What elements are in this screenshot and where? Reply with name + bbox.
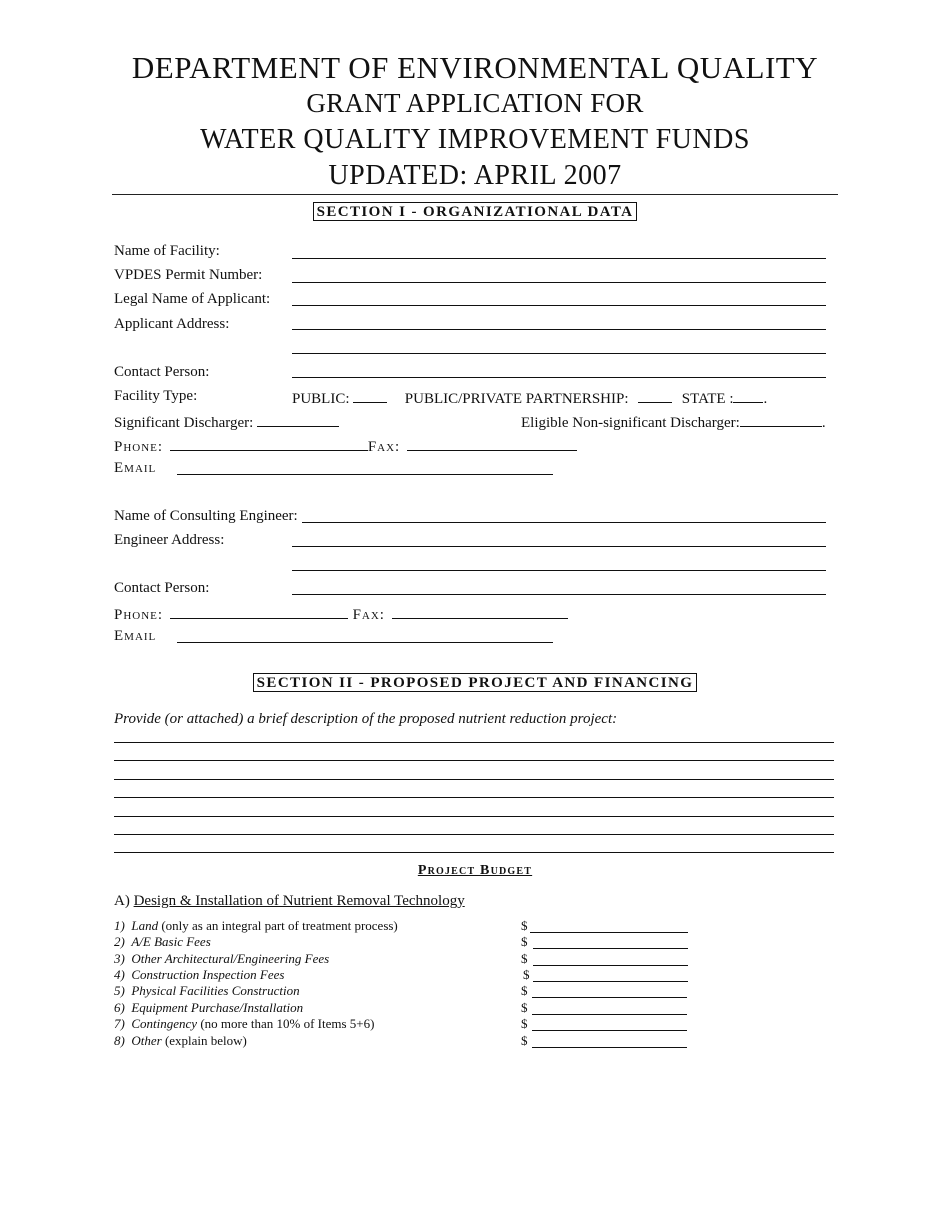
- vpdes-field[interactable]: [292, 282, 826, 283]
- section2-title: SECTION II - PROPOSED PROJECT AND FINANCING: [253, 673, 698, 692]
- budget-item-1: 1) Land (only as an integral part of treatment process): [114, 918, 398, 933]
- budget-item-6: 6) Equipment Purchase/Installation: [114, 1000, 304, 1015]
- facility-type-options: PUBLIC: PUBLIC/PRIVATE PARTNERSHIP: STATE : .: [292, 387, 767, 408]
- engineer-phone-label: Phone:: [114, 607, 164, 623]
- engineer-address-field-2[interactable]: [292, 570, 826, 571]
- budget-amount-8[interactable]: [532, 1047, 687, 1048]
- eligible-label: Eligible Non-significant Discharger:: [521, 415, 740, 431]
- phone-label: Phone:: [114, 439, 164, 455]
- header-line-4: UPDATED: APRIL 2007: [328, 160, 622, 191]
- header-rule: [112, 194, 838, 195]
- facility-type-label: Facility Type:: [114, 388, 198, 404]
- budget-title-wrap: [0, 861, 950, 879]
- budget-currency-5: $: [521, 983, 528, 998]
- significant-label: Significant Discharger:: [114, 415, 254, 431]
- description-line-2[interactable]: [114, 760, 834, 761]
- engineer-name-field[interactable]: [302, 522, 826, 523]
- budget-amount-7[interactable]: [532, 1030, 687, 1031]
- description-line-6[interactable]: [114, 834, 834, 835]
- legal-name-field[interactable]: [292, 305, 826, 306]
- partnership-label: PUBLIC/PRIVATE PARTNERSHIP:: [404, 391, 629, 407]
- budget-currency-8: $: [521, 1033, 528, 1048]
- phone-field[interactable]: [170, 435, 368, 451]
- budget-subsection-prefix: A): [114, 893, 130, 909]
- budget-item-4: 4) Construction Inspection Fees: [114, 967, 285, 982]
- engineer-email-field[interactable]: [177, 642, 553, 643]
- eligible-row: Eligible Non-significant Discharger: .: [521, 411, 826, 432]
- eligible-field[interactable]: [740, 411, 822, 427]
- budget-amount-2[interactable]: [533, 948, 688, 949]
- budget-title: Project Budget: [417, 863, 533, 878]
- budget-subsection-title: Design & Installation of Nutrient Removal Technology: [133, 893, 465, 909]
- description-prompt: Provide (or attached) a brief description of the proposed nutrient reduction project:: [114, 711, 618, 727]
- public-label: PUBLIC:: [292, 391, 350, 407]
- partnership-field[interactable]: [638, 387, 672, 403]
- engineer-name-label: Name of Consulting Engineer:: [114, 508, 298, 524]
- header-line-3: WATER QUALITY IMPROVEMENT FUNDS: [200, 124, 750, 155]
- budget-currency-2: $: [521, 934, 528, 949]
- section1-title: SECTION I - ORGANIZATIONAL DATA: [313, 202, 638, 221]
- significant-row: [114, 411, 339, 432]
- facility-name-field[interactable]: [292, 258, 826, 259]
- contact-person-label: Contact Person:: [114, 364, 210, 380]
- budget-currency-4: $: [523, 967, 530, 982]
- header-line-2: GRANT APPLICATION FOR: [306, 88, 644, 118]
- engineer-contact-field[interactable]: [292, 594, 826, 595]
- budget-amount-5[interactable]: [532, 997, 687, 998]
- vpdes-label: VPDES Permit Number:: [114, 267, 263, 283]
- engineer-email-label: Email: [114, 628, 157, 644]
- state-label: STATE :: [681, 391, 734, 407]
- budget-item-8: 8) Other (explain below): [114, 1033, 247, 1048]
- budget-currency-3: $: [521, 951, 528, 966]
- engineer-address-label: Engineer Address:: [114, 532, 225, 548]
- email-field[interactable]: [177, 474, 553, 475]
- description-line-4[interactable]: [114, 797, 834, 798]
- state-field[interactable]: [733, 387, 763, 403]
- fax-field[interactable]: [407, 435, 577, 451]
- budget-item-7: 7) Contingency (no more than 10% of Items 5+6): [114, 1016, 375, 1031]
- engineer-phone-field[interactable]: [170, 603, 348, 619]
- section2-title-wrap: [0, 674, 950, 693]
- engineer-fax-label: Fax:: [352, 607, 385, 623]
- phone-row: [114, 435, 577, 456]
- budget-subsection: [114, 892, 465, 910]
- description-line-5[interactable]: [114, 816, 834, 817]
- header-line-1: DEPARTMENT OF ENVIRONMENTAL QUALITY: [131, 50, 819, 85]
- budget-amount-3[interactable]: [533, 965, 688, 966]
- budget-item-3: 3) Other Architectural/Engineering Fees: [114, 951, 330, 966]
- facility-name-label: Name of Facility:: [114, 243, 220, 259]
- budget-amount-1[interactable]: [530, 932, 688, 933]
- engineer-address-field-1[interactable]: [292, 546, 826, 547]
- budget-item-5: 5) Physical Facilities Construction: [114, 983, 300, 998]
- description-line-7[interactable]: [114, 852, 834, 853]
- budget-amount-4[interactable]: [533, 981, 688, 982]
- budget-amount-6[interactable]: [532, 1014, 687, 1015]
- engineer-fax-field[interactable]: [392, 603, 568, 619]
- significant-field[interactable]: [257, 411, 339, 427]
- description-line-1[interactable]: [114, 742, 834, 743]
- description-line-3[interactable]: [114, 779, 834, 780]
- applicant-address-field-2[interactable]: [292, 353, 826, 354]
- email-label: Email: [114, 460, 157, 476]
- budget-currency-1: $: [521, 918, 528, 933]
- budget-currency-6: $: [521, 1000, 528, 1015]
- engineer-phone-row: [114, 603, 568, 624]
- contact-person-field[interactable]: [292, 377, 826, 378]
- fax-label: Fax:: [367, 439, 401, 455]
- public-field[interactable]: [353, 387, 387, 403]
- applicant-address-label: Applicant Address:: [114, 316, 230, 332]
- section1-title-wrap: [0, 203, 950, 222]
- legal-name-label: Legal Name of Applicant:: [114, 291, 271, 307]
- budget-item-2: 2) A/E Basic Fees: [114, 934, 211, 949]
- applicant-address-field-1[interactable]: [292, 329, 826, 330]
- budget-currency-7: $: [521, 1016, 528, 1031]
- engineer-contact-label: Contact Person:: [114, 580, 210, 596]
